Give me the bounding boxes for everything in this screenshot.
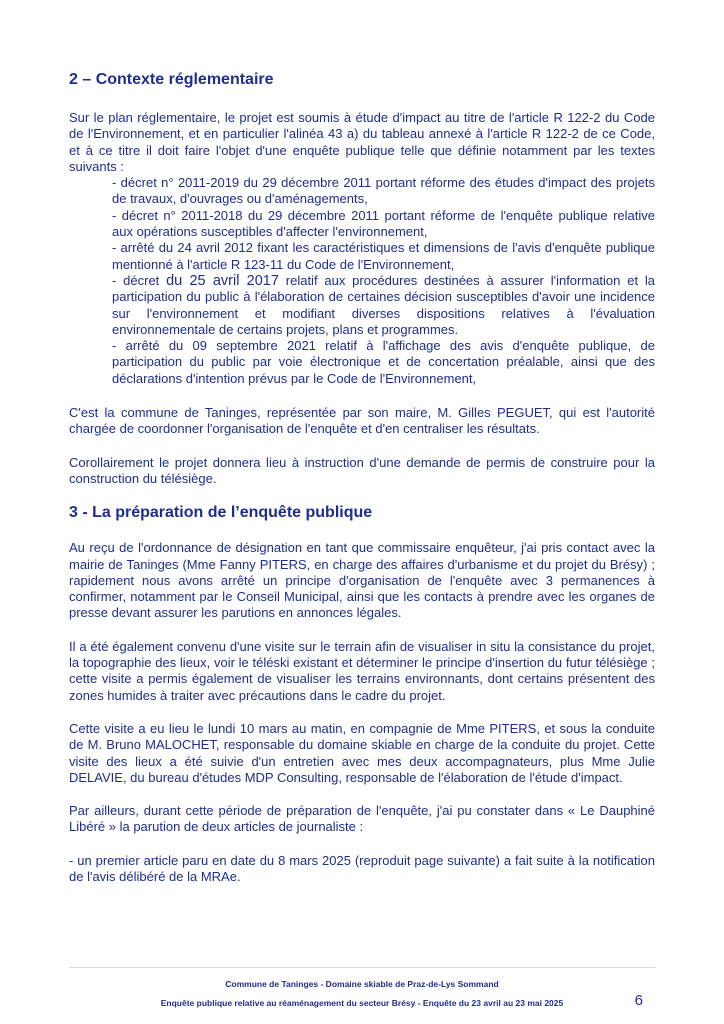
list-item-lead: - décret bbox=[112, 272, 167, 288]
list-item: - arrêté du 24 avril 2012 fixant les caractéristiques et dimensions de l'avis d'enquête publique mentionné à l'article R 123-11 du Code de l'Environnement, bbox=[112, 240, 655, 272]
list-item bbox=[112, 273, 655, 338]
section-3-heading: 3 - La préparation de l’enquête publique bbox=[69, 504, 373, 522]
regulation-list bbox=[112, 175, 655, 387]
paragraph-commune: C'est la commune de Taninges, représentée par son maire, M. Gilles PEGUET, qui est l'autorité chargée de coordonner l'organisation de l'enquête et d'en centraliser les résultats. bbox=[69, 405, 655, 437]
list-item-rest: relatif aux procédures destinées à assurer l'information et la participation du public à l'élaboration de certaines décision susceptibles d'avoir une incidence sur l'environnement et modifiant diverses dispositions relatives à l'évaluation environnementale de certains projets, plans et programmes. bbox=[112, 272, 655, 337]
footer-enquete: Enquête publique relative au réaménagement du secteur Brésy - Enquête du 23 avril au 23 mai 2025 bbox=[160, 998, 564, 1008]
list-item: - décret n° 2011-2018 du 29 décembre 2011 portant réforme de l'enquête publique relative aux opérations susceptibles d'affecter l'environnement, bbox=[112, 207, 655, 240]
footer-commune: Commune de Taninges - Domaine skiable de Praz-de-Lys Sommand bbox=[225, 979, 499, 989]
paragraph-presse: Par ailleurs, durant cette période de préparation de l'enquête, j'ai pu constater dans « Le Dauphiné Libéré » la parution de deux articles de journaliste : bbox=[69, 803, 655, 835]
paragraph-corollaire: Corollairement le projet donnera lieu à instruction d'une demande de permis de construire pour la construction du télésiège. bbox=[69, 454, 655, 486]
section-2-heading: 2 – Contexte réglementaire bbox=[69, 71, 274, 88]
page-number: 6 bbox=[634, 992, 643, 1009]
paragraph-visite-date: Cette visite a eu lieu le lundi 10 mars au matin, en compagnie de Mme PITERS, et sous la conduite de M. Bruno MALOCHET, responsable du domaine skiable en charge de la conduite du projet. Cette visite des lieux a été suivie d'un entretien avec mes deux accompagnateurs, plus Mme Julie DELAVIE, du bureau d'études MDP Consulting, responsable de l'élaboration de l'étude d'impact. bbox=[69, 720, 655, 785]
paragraph-visite: Il a été également convenu d'une visite sur le terrain afin de visualiser in situ la consistance du projet, la topographie des lieux, voir le téléski existant et déterminer le principe d'insertion du futur télésiège ; cette visite a permis également de visualiser les terrains environnants, dont certains présentent des zones humides à traiter avec précautions dans le cadre du projet. bbox=[69, 638, 655, 703]
paragraph-ordonnance: Au reçu de l'ordonnance de désignation en tant que commissaire enquêteur, j'ai pris contact avec la mairie de Taninges (Mme Fanny PITERS, en charge des affaires d'urbanisme et du projet du Brésy) ; rapidement nous avons arrêté un principe d'organisation de l'enquête avec 3 permanences à confirmer, notamment par le Conseil Municipal, ainsi que les contacts à prendre avec les organes de presse devant assurer les parutions en annonces légales. bbox=[69, 540, 655, 621]
page-footer bbox=[69, 967, 655, 1010]
list-item: - décret n° 2011-2019 du 29 décembre 2011 portant réforme des études d'impact des projets de travaux, d'ouvrages ou d'aménagements, bbox=[112, 175, 655, 207]
paragraph-article: - un premier article paru en date du 8 mars 2025 (reproduit page suivante) a fait suite à la notification de l'avis délibéré de la MRAe. bbox=[69, 852, 655, 884]
list-item-date: du 25 avril 2017 bbox=[166, 272, 279, 289]
section-2-intro: Sur le plan réglementaire, le projet est soumis à étude d'impact au titre de l'article R 122-2 du Code de l'Environnement, et en particulier l'alinéa 43 a) du tableau annexé à l'article R 122-2 de ce Code, et à ce titre il doit faire l'objet d'une enquête publique telle que définie notamment par les textes suivants : bbox=[69, 110, 655, 174]
document-page bbox=[69, 60, 655, 885]
list-item: - arrêté du 09 septembre 2021 relatif à l'affichage des avis d'enquête publique, de participation du public par voie électronique et de concertation préalable, ainsi que des déclarations d'intention prévus par le Code de l'Environnement, bbox=[112, 338, 655, 386]
